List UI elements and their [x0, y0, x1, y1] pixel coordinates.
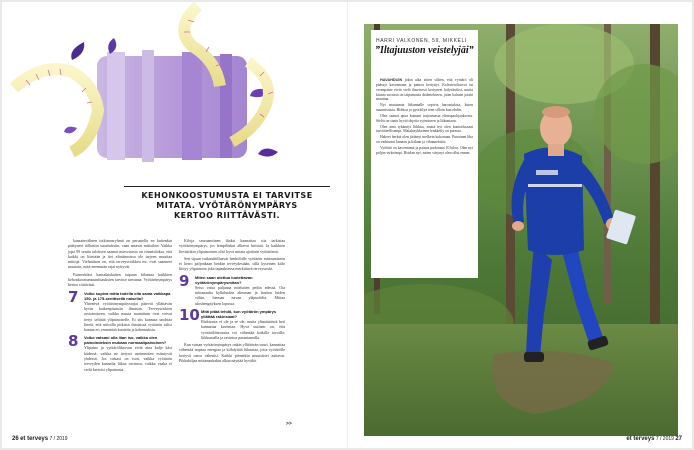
headline: [122, 191, 332, 221]
question-text: Voiko sopiva mitta todella olla sama vaikkapa 150- ja 175-senttisellä naisella?: [84, 290, 171, 301]
headline-line: MITATA. VYÖTÄRÖNYMPÄRYS: [156, 201, 298, 210]
body-paragraph: Olen aina tykännyt liikkua, mutta nyt olen kuntoilussani tavoitteellisempi. Matalasykkeinen lenkkeily on parasta.: [376, 124, 473, 134]
byline: HARRI VALKONEN, 59, MIKKELI: [376, 38, 467, 44]
answer-text: Yhtenevä vyötärönympärysrajat pätevät yllättävän hyvin kaikenpituisiin ihmisiin. Terveysriskien arvioimiseen, vaikka muuta mainittuin ovat voivat tietyt selittää ylipainoiselle. Ei siis kannata unohtaa lineiä, että mitoilla pitkissä ihmisissä vyötärön tulisi kantaa eri ymmärtää kuoteita ja kokemuksia.: [84, 300, 172, 333]
body-paragraph: Hakeet herkut olen jättänyt melkein kokonaan. Punainen liha on vaihtunut kanaan ja kalaan ja vihanneksiin.: [376, 135, 473, 145]
question-number: 8: [68, 332, 79, 351]
right-page: [348, 2, 692, 448]
qa-item-9: [179, 271, 285, 306]
body-paragraph: kansainvälinen tutkimusryhmä on perustellu en kuitenkin päätyneet tällaisiin suosituksiin, vaan antavat mittoihin. Vaikka jopa 99 sentin tuloksen saamat miesvirasto on rinnetuloksa, että kaikki on liitetään ja tiet eliniämoissa ole tarjeen muuttaa mittoja. Vielmäisen on, että terveysvaikkeu mt. ovat saanneet muutoin, mitä enemmän rajat nyttyvät.: [68, 238, 172, 270]
profile-card: [371, 30, 478, 278]
page-number: 26: [12, 436, 19, 442]
issue-number: 7 / 2019: [655, 436, 674, 442]
headline-rule-top: [124, 186, 330, 187]
body-paragraph: Nyt muutamia liikunnalle sopivia harrastuksia, kuten suunnistusta. Hiihtoa ja pyöräilyä teen silloin kun ehdin.: [376, 103, 473, 113]
answer-text: Seiso vatsa paljaana mieluiten peilin edessä. Ota mittanauha kylkiluiden alimman ja lantion luiden väliin, hieman navan yläpuolelta. Mittaa uloshengityksen lopussa.: [195, 284, 285, 306]
body-paragraph: jokin aika sitten siihen, että vyötärö oli päässyt kasvamaan ja painoa kertynyt. Kolesteroliarvot tai verenpaine eivät vielä ilmeisesti kertyneet hälyttäviksi, mutta kiusaa suvussa on taipumusta diabetekseen, joten halusin jotain muuttaa.: [376, 78, 474, 102]
body-paragraph: Kiloja seuraamiinen ihaksi kannattaa siis tarkistaa vyötärönympärys, jos lempilärkut alkavat kiristää. Ja kaikkien lievästikin ylipainoisten olisi hyvä mitata ajoittain vyötärönsä.: [179, 238, 285, 254]
issue-number: 7 / 2019: [49, 436, 68, 442]
answer-text: Ylipaino ja vyötärölihavuus eivät aina kulje käsi kädessä, vaikka ne tietysti useimmiten esiintyvät yhdessä. Jos vatsasi on ison, vaikka vyötärön terveyden kannalta liikaa ravintoa, vaikka vaaka ei vielä kertoisi ylipainosta.: [84, 345, 172, 372]
headline-line: KEHONKOOSTUMUSTA EI TARVITSE: [141, 191, 313, 200]
question-text: Voiko vatsani olla liian iso, vaikka olen painoindeksin mukaan normaalipainoinen?: [84, 335, 167, 346]
qa-item-7: [68, 287, 172, 333]
folio-right: [626, 436, 682, 442]
left-page: [2, 2, 347, 448]
lead-in: HAVAHDUIN: [380, 78, 403, 82]
body-paragraph: Vyötärö on kaventunut ja painoa pudonnut 10 kiloa. Olen nyt paljon virkeämpi. Hoidan nyt, miten väsynyt olen ollut ennen.: [376, 145, 474, 155]
body-paragraph: Esimerkiksi kansalaiskaiten taipaan bilansaa kaikkien kehonkoostumusmittauksien tarvitse tarvaana. Vyötärönympärys kertoo riittävästi.: [68, 271, 172, 288]
question-number: 7: [68, 287, 79, 306]
headline-line: KERTOO RIITTÄVÄSTI.: [173, 211, 281, 220]
text-column-1: [68, 238, 172, 374]
question-number: 10: [179, 305, 200, 324]
pull-quote: ”Iltajuuston veistelyjäi”: [375, 45, 474, 56]
magazine-name: et terveys: [626, 436, 655, 442]
qa-item-8: [68, 332, 172, 372]
tape-measure-illustration-icon: [2, 2, 347, 167]
continue-marker: >>: [286, 421, 292, 427]
body-paragraph: Sen sijaan vaikuuttiilluavat henkilöille vyötärön mittaamiseen ei kerro paljonkaan heidän terveydestään, sillä kyseinen kiilo liittyy ylipainoon joka tapauksessa merkittävä terveysriski.: [179, 255, 285, 272]
folio-left: [12, 436, 68, 442]
answer-text: Ehdotonta ei ole ja se ole, mutta ylimääräistä heti kannattaa kaventaa. Hyvä uutinen on, että vyötärölihavuutta voi vähentää kaikilla tavoilla: liikkumalla ja ravintoa parantamalla.: [201, 318, 285, 340]
page-number: 27: [675, 436, 682, 442]
question-text: Mitä pitää tehdä, kun vyötärön ympärys yllättää rakinsiaat?: [201, 308, 277, 319]
body-paragraph: Olen saanut apua kuntani tarjoamasta elintapaohjauksesta. Sieltä on saatu hyviä ohjeita syömiseen ja liikuntaan.: [376, 113, 473, 123]
magazine-name: et terveys: [20, 436, 49, 442]
question-number: 9: [179, 271, 190, 290]
text-column-2: [179, 238, 285, 365]
body-paragraph: Kun vatsan vyötärönympärys onkin yllättävän suuri, kannattaa vähentää nopeaa energiaa ja kiihdyttää liikuntaa, jotta vyötärölle kertyvä rasva vähenisi. Kaikki pienetkin muutokset auttavat. Pikkuhiljaa mittanauhakin alkaa näyttää hyvältä.: [179, 342, 285, 364]
qa-item-10: [179, 305, 285, 340]
profile-text: [376, 78, 473, 157]
question-text: Miten saan otettua luotettavan vyötärönympärysmitan?: [195, 274, 253, 285]
